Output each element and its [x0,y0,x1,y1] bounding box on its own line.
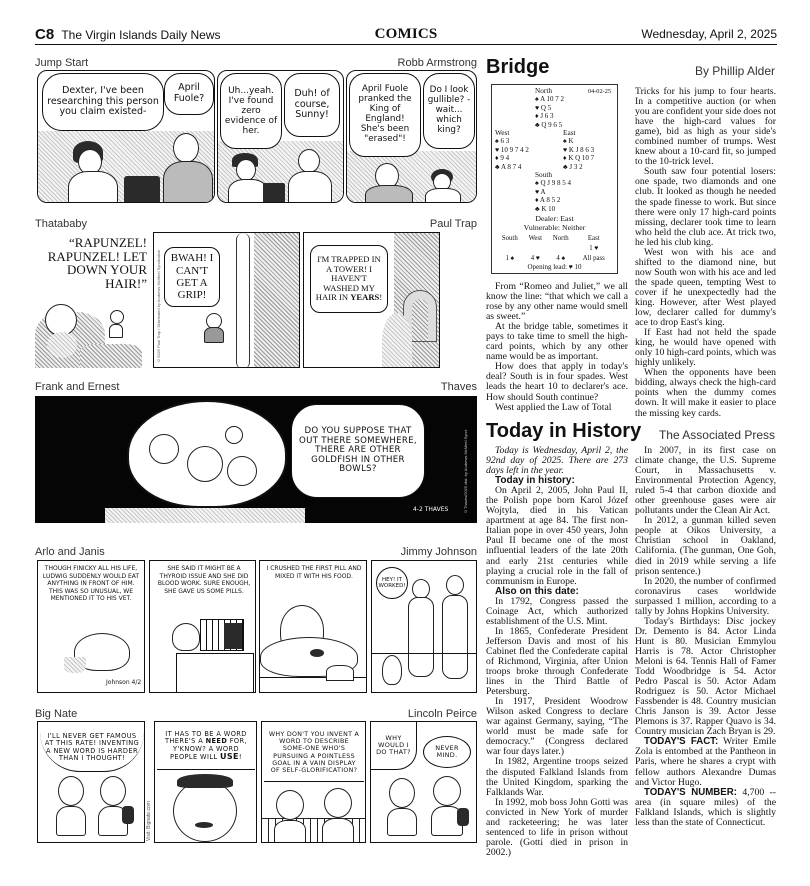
comic-panel [37,560,145,693]
hand-west: West ♠ 6 3 ♥ 10 9 7 4 2 ♦ 9 4 ♣ A 8 7 4 [495,128,529,171]
newspaper-name: The Virgin Islands Daily News [61,28,221,42]
nate-head [173,780,237,842]
history-text-right-column: In 2007, in its first case on climate change, the U.S. Supreme Court, in Massachusetts v. Environmental Protection Agency, ruled 5-4 that carbon dioxide and other greenhouse gases were air pollutants under the Clean Air Act. In 2012, a gunman killed seven people at Oikos University, a Christian school in Oakland, California. (The gunman, One Goh, died in 2019 while serving a life prison sentence.) In 2020, the number of confirmed coronavirus cases worldwide surpassed 1 million, according to a tally by Johns Hopkins University. Today's Birthdays: Disc jockey Dr. Demento is 84. Actor Linda Hunt is 80. Musician Emmylou Harris is 78. Actor Christopher Meloni is 64. Tennis Hall of Famer Todd Woodbridge is 54. Actor Pedro Pascal is 50. Actor Adam Rodriguez is 50. Actor Michael Fassbender is 48. Country musician Chris Janson is 39. Actor Jesse Plemons is 37. Rapper Quavo is 34. Country musician Zach Bryan is 29. TODAY'S FACT: Writer Emile Zola is entombed at the Pantheon in Paris, where he shares a crypt with fellow authors Alexandre Dumas and Victor Hugo. TODAY'S NUMBER: 4,700 -- area (in square miles) of the Falkland Islands, which is slightly less than the state of Connecticut. [635,445,776,828]
comic-panel [370,721,477,843]
doll-body [109,324,123,338]
nate-body [56,806,86,836]
hair-strand [236,233,250,368]
bowl-stand [105,508,305,523]
francis-head [433,776,461,806]
laptop [124,176,160,203]
nate-head [389,778,415,808]
speech-bubble: DO YOU SUPPOSE THAT OUT THERE SOMEWHERE, THERE ARE OTHER GOLDFISH IN OTHER BOWLS? [291,404,425,498]
speech-bubble: WHY DON'T YOU INVENT A WORD TO DESCRIBE SOME-ONE WHO'S PURSUING A POINTLESS GOAL IN A VAIN DISPLAY OF SELF-GLORIFICATION? [264,724,364,782]
todays-fact: TODAY'S FACT: Writer Emile Zola is entombed at the Pantheon in Paris, where he shares a crypt with fellow authors Alexandre Dumas and Victor Hugo. [635,736,776,788]
comic-panel [259,560,367,693]
speech-bubble: Do I look gullible? - wait... which king? [423,73,475,149]
comic-strip-thatababy [35,232,477,368]
masthead [35,26,777,44]
comic-title-arlo-and-janis: Arlo and Janis [35,546,105,558]
cat-in-carrier [224,623,242,649]
goldfish [187,446,223,482]
doll-head [110,310,124,324]
food-bowl [64,657,86,673]
hand-north: North ♠ A 10 7 2 ♥ Q 5 ♦ J 6 3 ♣ Q 9 6 5 [535,86,565,129]
page-number: C8 [35,26,55,43]
arlo-head [412,579,430,599]
comic-title-jump-start: Jump Start [35,57,89,69]
speech-bubble: Duh! of course, Sunny! [284,73,340,137]
vet-figure [172,623,200,651]
cat-ludwig [382,655,402,685]
comic-caption: I CRUSHED THE FIRST PILL AND MIXED IT WITH HIS FOOD. [266,565,362,580]
signature: 4-2 THAVES [413,506,449,513]
nate-body [274,820,306,843]
comic-strip-arlo-and-janis [35,560,477,694]
speech-bubble: April Fuole pranked the King of England! She's been "erased"! [349,73,421,157]
nate-body [387,808,417,836]
bridge-diagram [491,84,618,274]
comic-caption: SHE SAID IT MIGHT BE A THYROID ISSUE AND SHE DID BLOOD WORK. SURE ENOUGH, SHE GAVE US SOME PILLS. [157,565,251,595]
boy-body [288,171,332,203]
speech-bubble: BWAH! I CAN'T GET A GRIP! [164,247,220,307]
francis-body [322,818,354,843]
goldfish [225,426,243,444]
comic-author-big-nate: Lincoln Peirce [407,708,477,720]
hand-east: East ♠ K ♥ K J 8 6 3 ♦ K Q 10 7 ♣ J 3 2 [563,128,595,171]
subhead-today-in-history: Today in history: [495,475,575,487]
backpack [457,808,469,826]
signature: Johnson 4/2 [106,679,142,686]
history-title: Today in History [486,420,642,442]
comic-panel [154,721,257,843]
girl-body [228,179,268,203]
bridge-byline: By Phillip Alder [694,64,775,78]
speech-bubble: I'LL NEVER GET FAMOUS AT THIS RATE! INVENTING A NEW WORD IS HARDER THAN I THOUGHT! [40,724,144,772]
subhead-also-on-this-date: Also on this date: [495,585,579,597]
nate-head [276,790,304,820]
comic-title-thatababy: Thatababy [35,218,87,230]
speech-bubble: Uh...yeah. I've found zero evidence of her. [220,73,282,149]
cabinet [176,653,254,693]
comic-panel [149,560,256,693]
boy-body [163,161,213,203]
girl-body [68,171,118,203]
deal-date: 04-02-25 [587,88,611,95]
bridge-text-left-column: From “Romeo and Juliet,” we all know the line: “that which we call a rose by any other name would smell as sweet.” At the bridge table, sometimes it pays to take time to smell the high-card points, which by any other name would be as important. How does that apply in today's deal? South is in four spades. West leads the heart 10 to declarer's ace. How should South continue? West applied the Law of Total [486,281,628,413]
francis-head [100,776,126,806]
hand-south: South ♠ Q J 9 8 5 4 ♥ A ♦ A 8 5 2 ♣ K 10 [535,170,571,213]
comic-panel [153,232,300,368]
website-credit: Visit: Bignate.com [146,801,152,841]
nate-head [58,776,84,806]
food-bowl [326,665,354,681]
goldfish [227,456,257,486]
boy-head [173,133,199,163]
comic-caption: “RAPUNZEL! RAPUNZEL! LET DOWN YOUR HAIR!” [47,235,147,291]
nate-mouth [195,822,213,828]
girl-body [425,188,461,203]
comic-author-arlo-and-janis: Jimmy Johnson [400,546,477,558]
goldfish-bowl [127,400,287,508]
francis-head [324,788,352,818]
comic-panel [37,721,145,843]
comic-author-jump-start: Robb Armstrong [397,57,477,69]
copyright-credit: ©Thaves/2025 dist. by Andrews McMeel Synd. [463,429,468,514]
nate-hair [177,774,233,788]
arlo-body [408,597,434,677]
doll-body [204,327,224,343]
baby-figure [47,332,77,358]
boy-head [298,149,320,173]
comic-caption: THOUGH FINICKY ALL HIS LIFE, LUDWIG SUDDENLY WOULD EAT ANYTHING IN FRONT OF HIM. THIS WAS SO UNUSUAL, WE MENTIONED IT TO HIS VET. [42,565,140,602]
goldfish [149,434,179,464]
backpack [122,806,134,824]
section-title: COMICS [374,26,438,42]
comic-panel [346,70,477,203]
bridge-title: Bridge [486,56,550,78]
todays-number: TODAY'S NUMBER: 4,700 -- area (in square miles) of the Falkland Islands, which is slightly less than the state of Connecticut. [635,786,776,828]
comic-strip-jump-start [35,70,477,204]
boy-body [365,185,413,203]
sofa [80,344,142,368]
comic-strip-frank-and-ernest [35,396,477,523]
auction-table: South West North East 1 ♥ 1 ♠ 4 ♥ 4 ♠ All pass [501,234,605,262]
girl-head [236,159,256,181]
janis-head [446,575,464,595]
tower-wall [254,233,300,368]
history-text-left-column: Today is Wednesday, April 2, the 92nd day of 2025. There are 273 days left in the year. Today in history: On April 2, 2005, John Paul II, the Polish pope born Karol Józef Wojtyla, died in his Vatican apartment at age 84. The first non-Italian pope in over 450 years, John Paul II became one of the most influential leaders of the late 20th and early 21st centuries while playing a crucial role in the fall of communism in Europe. Also on this date: In 1792, Congress passed the Coinage Act, which authorized establishment of the U.S. Mint. In 1865, Confederate President Jefferson Davis and most of his Cabinet fled the Confederate capital of Richmond, Virginia, after Union troops broke through Confederate lines in the Third Battle of Petersburg. In 1917, President Woodrow Wilson asked Congress to declare war against Germany, saying, “The world must be made safe for democracy.” (Congress declared war four days later.) In 1982, Argentine troops seized the disputed Falkland Islands from the United Kingdom, sparking the Falklands War. In 1992, mob boss John Gotti was convicted in New York of murder and racketeering; he was later sentenced to life in prison without parole. (Gotti died in prison in 2002.) [486,445,628,858]
comic-panel [303,232,440,368]
speech-bubble: HEY! IT WORKED! [376,567,408,599]
bridge-text-right-column: Tricks for his jump to four hearts. In a competitive auction (or when you are confident your side does not have the high-card values for game), bid as high as your side's combined number of trumps. West knew about a 10-card fit, so jumped to the 10-trick level. South saw four potential losers: one spade, two diamonds and one club. It looked as though he needed the spade finesse to work. But since there were only 17 high-card points missing, declarer took time to learn who held the club ace. At trick two, he led his club king. West won with his ace and shifted to the diamond nine, but now South won with his ace and led the spade queen, tempting West to cover if he unexpectedly had the king. However, after West played low, declarer called for dummy's ace to drop East's king. If East had not held the spade king, he would have opened with only 10 high-card points, which was highly unlikely. When the opponents have been bidding, always check the high-card points when the dummy comes down. It will make it easier to place the missing key cards. [635,86,776,419]
comic-title-big-nate: Big Nate [35,708,78,720]
opening-lead: Opening lead: ♥ 10 [527,263,582,271]
comic-strip-big-nate [35,721,477,844]
history-byline: The Associated Press [658,428,775,442]
comic-panel [261,721,366,843]
floor-line [372,653,477,654]
janis-body [442,595,468,679]
rapunzel-hair [382,313,412,368]
speech-bubble: NEVER MIND. [423,736,471,768]
laptop [263,183,285,203]
comic-panel [217,70,344,203]
issue-date: Wednesday, April 2, 2025 [641,27,777,41]
comic-panel [371,560,477,693]
comic-author-thatababy: Paul Trap [429,218,477,230]
copyright-credit: ©2025 Paul Trap / Distributed by Andrews McMeel Syndication [156,249,161,363]
speech-bubble: April Fuole? [164,73,214,115]
masthead-divider [35,44,777,45]
comic-panel [37,70,215,203]
cat-nose [310,649,324,657]
speech-bubble: WHY WOULD I DO THAT? [371,722,417,770]
comic-author-frank-and-ernest: Thaves [440,381,477,393]
comic-title-frank-and-ernest: Frank and Ernest [35,381,120,393]
speech-bubble: I'M TRAPPED IN A TOWER! I HAVEN'T WASHED MY HAIR IN YEARS! [310,245,388,313]
vulnerability-info: Vulnerable: Neither [523,223,586,232]
speech-bubble: IT HAS TO BE A WORD THERE'S A NEED FOR, Y'KNOW? A WORD PEOPLE WILL USE! [157,724,255,770]
speech-bubble: Dexter, I've been researching this person you claim existed- [42,73,164,131]
dealer-info: Dealer: East [535,214,574,223]
